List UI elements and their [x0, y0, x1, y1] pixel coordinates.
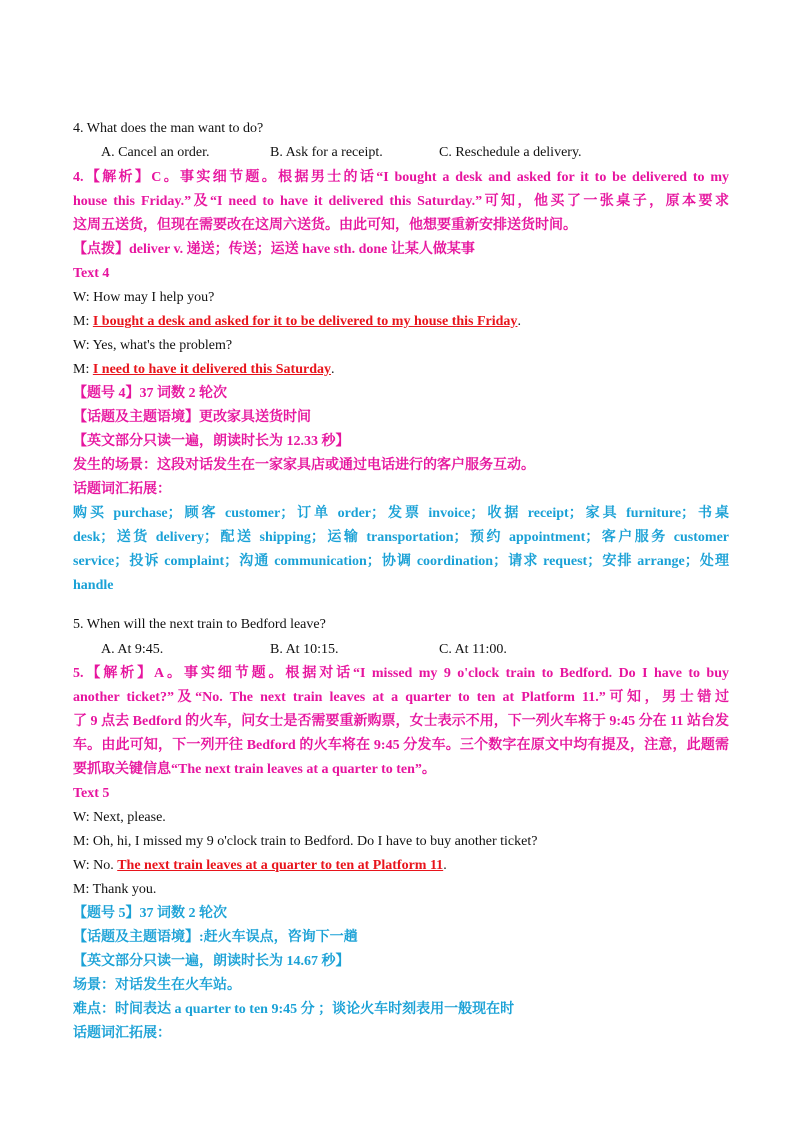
dialog-4-line-2	[73, 312, 729, 332]
utterance: How may I help you?	[93, 290, 215, 305]
difficulty-5: 难点：时间表达 a quarter to ten 9:45 分 ；谈论火车时刻表用一般现在时	[73, 1002, 515, 1017]
scene-4: 发生的场景：这段对话发生在一家家具店或通过电话进行的客户服务互动。	[73, 458, 535, 473]
dialog-4-line-1	[73, 288, 729, 308]
meta-5-topic: 【话题及主题语境】:赶火车误点，咨询下一趟	[73, 930, 358, 945]
meta-4-topic: 【话题及主题语境】更改家具送货时间	[73, 410, 311, 425]
highlighted-answer: I bought a desk and asked for it to be delivered to my house this Friday	[92, 314, 518, 329]
speaker: W:	[73, 290, 94, 305]
vocab-4-line-2: desk；送货 delivery；配送 shipping；运输 transportation；预约 appointment；客户服务 customer	[73, 530, 729, 545]
analysis-5-line-4: 车。由此可知，下一列开往 Bedford 的火车将在 9:45 分发车。三个数字在原文中均有提及，注意，此题需	[73, 738, 729, 753]
option-a: A. Cancel an order.	[101, 145, 210, 160]
analysis-5-line-2: another ticket?”及“No. The next train leaves at a quarter to ten at Platform 11.”可知，男士错过	[73, 690, 729, 705]
text-4-label: Text 4	[73, 266, 110, 281]
dialog-5-line-3	[73, 856, 729, 876]
analysis-4-line-2: house this Friday.”及“I need to have it delivered this Saturday.”可知，他买了一张桌子，原本要求	[73, 194, 729, 209]
utterance: No.	[93, 858, 118, 873]
analysis-5-line-5: 要抓取关键信息“The next train leaves at a quarter to ten”。	[73, 762, 436, 777]
utterance: Yes, what's the problem?	[92, 338, 233, 353]
meta-4-reading: 【英文部分只读一遍，朗读时长为 12.33 秒】	[73, 434, 350, 449]
dialog-5-line-1	[73, 808, 729, 828]
punctuation: .	[330, 362, 335, 377]
speaker: M:	[73, 314, 93, 329]
meta-5-number: 【题号 5】37 词数 2 轮次	[73, 906, 227, 921]
tip-4: 【点拨】deliver v. 递送；传送；运送 have sth. done 让某人做某事	[73, 242, 475, 257]
meta-4-number: 【题号 4】37 词数 2 轮次	[73, 386, 227, 401]
speaker: W:	[73, 338, 93, 353]
speaker: M:	[73, 834, 93, 849]
analysis-5-line-1: 5.【解析】A。事实细节题。根据对话“I missed my 9 o'clock train to Bedford. Do I have to buy	[73, 666, 729, 681]
dialog-5-line-2	[73, 832, 729, 852]
punctuation: .	[443, 858, 447, 873]
analysis-4-line-1: 4.【解析】C。事实细节题。根据男士的话“I bought a desk and asked for it to be delivered to my	[73, 170, 729, 185]
option-c: C. Reschedule a delivery.	[439, 145, 582, 160]
option-c: C. At 11:00.	[439, 642, 507, 657]
vocab-4-title: 话题词汇拓展：	[73, 482, 171, 497]
dialog-4-line-3	[73, 336, 729, 356]
vocab-4-line-3: service；投诉 complaint；沟通 communication；协调 coordination；请求 request；安排 arrange；处理	[73, 554, 729, 569]
speaker: M:	[73, 882, 93, 897]
text-5-label: Text 5	[73, 786, 110, 801]
utterance: Next, please.	[93, 810, 166, 825]
dialog-4-line-4	[73, 360, 729, 380]
option-a: A. At 9:45.	[101, 642, 164, 657]
question-4: 4. What does the man want to do?	[73, 121, 264, 136]
analysis-4-line-3: 这周五送货，但现在需要改在这周六送货。由此可知，他想要重新安排送货时间。	[73, 218, 577, 233]
vocab-4-line-1: 购买 purchase；顾客 customer；订单 order；发票 invoice；收据 receipt；家具 furniture；书桌	[73, 506, 729, 521]
punctuation: .	[517, 314, 521, 329]
option-b: B. At 10:15.	[270, 642, 339, 657]
option-b: B. Ask for a receipt.	[270, 145, 383, 160]
analysis-5-line-3: 了 9 点去 Bedford 的火车，问女士是否需要重新购票，女士表示不用，下一列火车将于 9:45 分在 11 站台发	[73, 714, 729, 729]
dialog-5-line-4	[73, 880, 729, 900]
speaker: W:	[73, 810, 94, 825]
scene-5: 场景：对话发生在火车站。	[73, 978, 241, 993]
highlighted-answer: I need to have it delivered this Saturday	[92, 362, 331, 377]
speaker: M:	[73, 362, 93, 377]
utterance: Oh, hi, I missed my 9 o'clock train to Bedford. Do I have to buy another ticket?	[92, 834, 538, 849]
meta-5-reading: 【英文部分只读一遍，朗读时长为 14.67 秒】	[73, 954, 350, 969]
vocab-4-line-4: handle	[73, 578, 114, 593]
utterance: Thank you.	[92, 882, 157, 897]
question-5: 5. When will the next train to Bedford leave?	[73, 617, 326, 632]
speaker: W:	[73, 858, 94, 873]
vocab-5-title: 话题词汇拓展：	[73, 1026, 171, 1041]
highlighted-answer: The next train leaves at a quarter to ten at Platform 11	[117, 858, 444, 873]
